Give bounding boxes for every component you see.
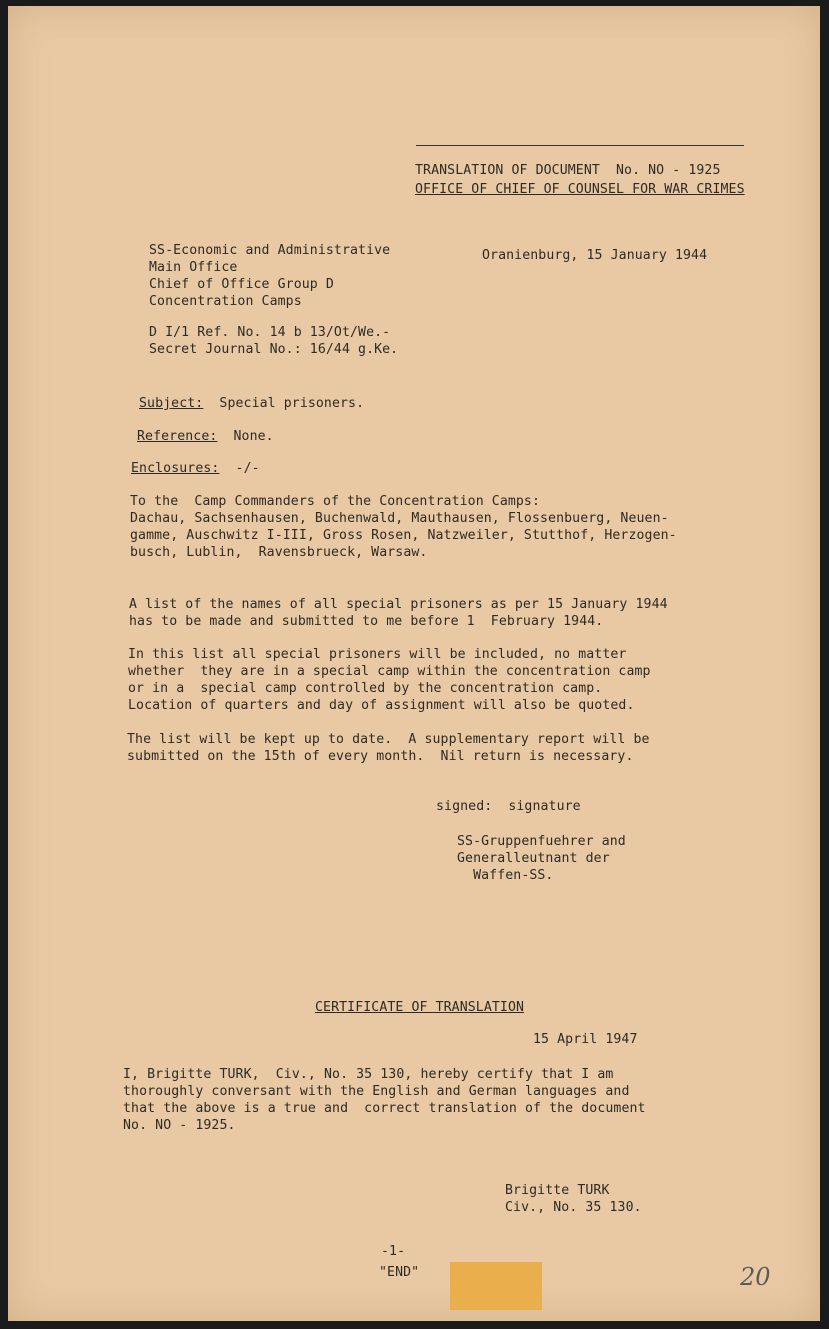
subject-line bbox=[139, 395, 364, 412]
certificate-date: 15 April 1947 bbox=[533, 1032, 638, 1047]
reference-line bbox=[137, 428, 274, 445]
enclosures-line bbox=[131, 460, 260, 477]
signed-line: signed: signature bbox=[436, 799, 581, 814]
document-page bbox=[8, 6, 820, 1321]
addressee-line: To the Camp Commanders of the Concentration Camps: bbox=[130, 494, 541, 509]
body-line: whether they are in a special camp within the concentration camp bbox=[128, 664, 651, 679]
body-line: The list will be kept up to date. A supplementary report will be bbox=[127, 732, 650, 747]
certificate-heading: CERTIFICATE OF TRANSLATION bbox=[315, 1000, 525, 1015]
enclosures-value: -/- bbox=[235, 461, 260, 476]
signer-title-line: SS-Gruppenfuehrer and bbox=[457, 834, 626, 849]
signer-title-line: Waffen-SS. bbox=[457, 868, 554, 883]
sender-line: SS-Economic and Administrative bbox=[149, 243, 391, 258]
reference-value: None. bbox=[233, 429, 274, 444]
body-line: A list of the names of all special prisoners as per 15 January 1944 bbox=[129, 597, 668, 612]
signer-title-line: Generalleutnant der bbox=[457, 851, 610, 866]
reference-label: Reference: bbox=[137, 429, 218, 444]
sender-line: Main Office bbox=[149, 260, 238, 275]
body-line: or in a special camp controlled by the concentration camp. bbox=[128, 681, 603, 696]
handwritten-page-number: 20 bbox=[740, 1263, 771, 1291]
translation-header-line1: TRANSLATION OF DOCUMENT No. NO - 1925 bbox=[415, 163, 721, 178]
sender-line: Chief of Office Group D bbox=[149, 277, 334, 292]
translation-header-line2: OFFICE OF CHIEF OF COUNSEL FOR WAR CRIMES bbox=[415, 182, 745, 197]
secret-journal-number: Secret Journal No.: 16/44 g.Ke. bbox=[149, 342, 399, 357]
end-mark: "END" bbox=[379, 1265, 420, 1280]
addressee-line: Dachau, Sachsenhausen, Buchenwald, Mauthausen, Flossenbuerg, Neuen- bbox=[130, 511, 669, 526]
body-line: In this list all special prisoners will be included, no matter bbox=[128, 647, 627, 662]
body-line: has to be made and submitted to me before 1 February 1944. bbox=[129, 614, 604, 629]
adhesive-tape bbox=[450, 1262, 542, 1310]
subject-label: Subject: bbox=[139, 396, 204, 411]
addressee-line: busch, Lublin, Ravensbrueck, Warsaw. bbox=[130, 545, 428, 560]
certificate-line: I, Brigitte TURK, Civ., No. 35 130, hereby certify that I am bbox=[123, 1067, 614, 1082]
enclosures-label: Enclosures: bbox=[131, 461, 220, 476]
certificate-line: that the above is a true and correct translation of the document bbox=[123, 1101, 646, 1116]
subject-value: Special prisoners. bbox=[219, 396, 365, 411]
body-line: submitted on the 15th of every month. Nil return is necessary. bbox=[127, 749, 634, 764]
addressee-line: gamme, Auschwitz I-III, Gross Rosen, Natzweiler, Stutthof, Herzogen- bbox=[130, 528, 677, 543]
certificate-line: thoroughly conversant with the English and German languages and bbox=[123, 1084, 630, 1099]
place-date: Oranienburg, 15 January 1944 bbox=[482, 248, 708, 263]
certificate-line: No. NO - 1925. bbox=[123, 1118, 236, 1133]
certificate-signer-line: Civ., No. 35 130. bbox=[505, 1200, 642, 1215]
certificate-signer-line: Brigitte TURK bbox=[505, 1183, 610, 1198]
header-rule bbox=[416, 145, 744, 146]
page-number: -1- bbox=[381, 1244, 406, 1259]
reference-number: D I/1 Ref. No. 14 b 13/Ot/We.- bbox=[149, 325, 391, 340]
sender-line: Concentration Camps bbox=[149, 294, 302, 309]
body-line: Location of quarters and day of assignment will also be quoted. bbox=[128, 698, 635, 713]
